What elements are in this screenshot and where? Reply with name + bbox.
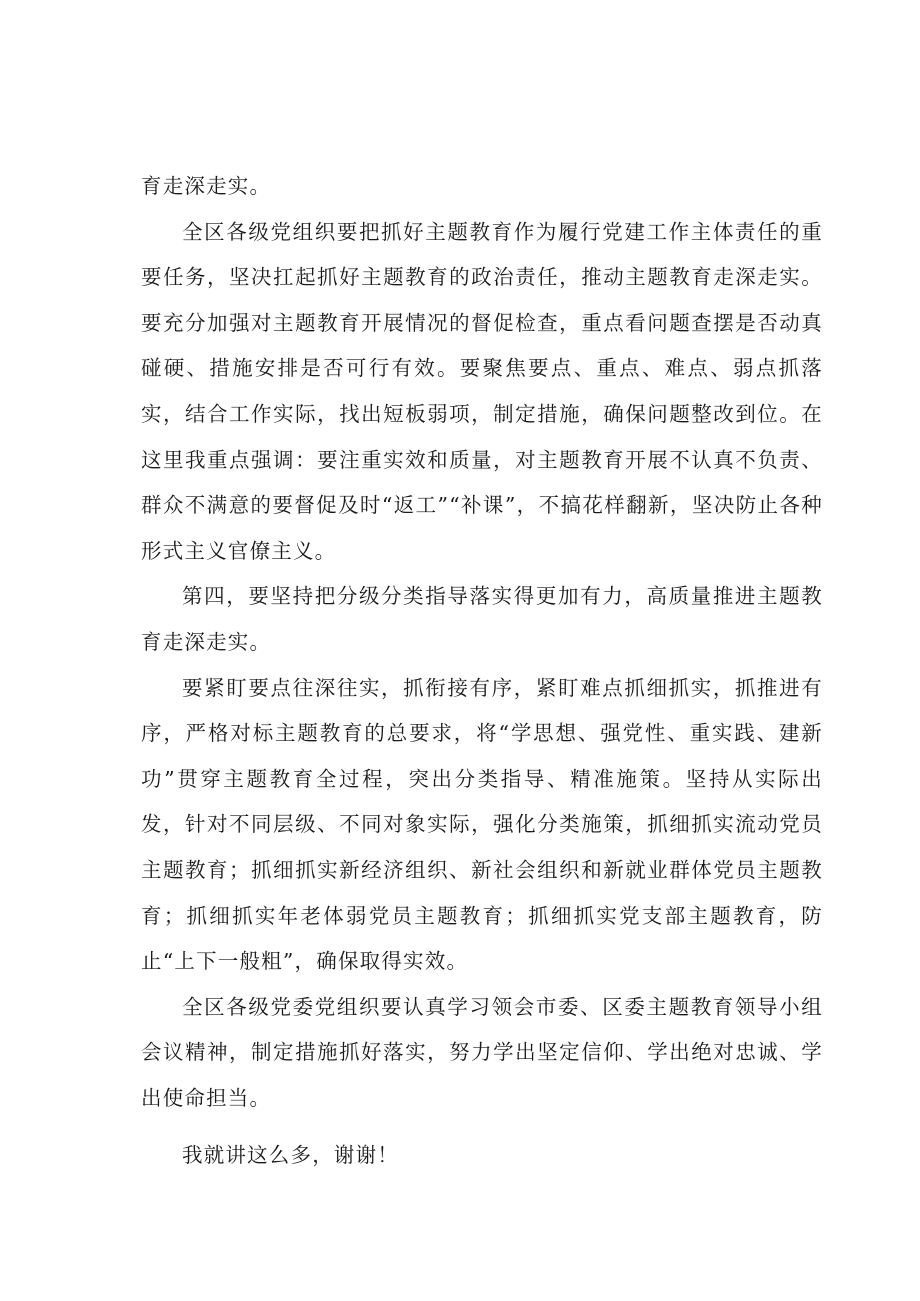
continuation-paragraph: 育走深走实。: [141, 174, 272, 198]
document-body: [141, 164, 823, 1179]
closing-remark: 我就讲这么多，谢谢！: [182, 1143, 399, 1168]
paragraph-classified-guidance: 要紧盯要点往深往实，抓衔接有序，紧盯难点抓细抓实，抓推进有序，严格对标主题教育的总要求，将“学思想、强党性、重实践、建新功”贯穿主题教育全过程，突出分类指导、精准施策。坚持从实际出发，针对不同层级、不同对象实际，强化分类施策，抓细抓实流动党员主题教育；抓细抓实新经济组织、新社会组织和新就业群体党员主题教育；抓细抓实年老体弱党员主题教育；抓细抓实党支部主题教育，防止“上下一般粗”，确保取得实效。: [141, 675, 823, 974]
paragraph-supervision: 全区各级党组织要把抓好主题教育作为履行党建工作主体责任的重要任务，坚决扛起抓好主题教育的政治责任，推动主题教育走深走实。要充分加强对主题教育开展情况的督促检查，重点看问题查摆是否动真碰硬、措施安排是否可行有效。要聚焦要点、重点、难点、弱点抓落实，结合工作实际，找出短板弱项，制定措施，确保问题整改到位。在这里我重点强调：要注重实效和质量，对主题教育开展不认真不负责、群众不满意的要督促及时“返工”“补课”，不搞花样翻新，坚决防止各种形式主义官僚主义。: [141, 219, 823, 563]
paragraph-study-requirements: 全区各级党委党组织要认真学习领会市委、区委主题教育领导小组会议精神，制定措施抓好落实，努力学出坚定信仰、学出绝对忠诚、学出使命担当。: [141, 994, 823, 1110]
paragraph-fourth-point-heading: 第四，要坚持把分级分类指导落实得更加有力，高质量推进主题教育走深走实。: [141, 584, 823, 654]
